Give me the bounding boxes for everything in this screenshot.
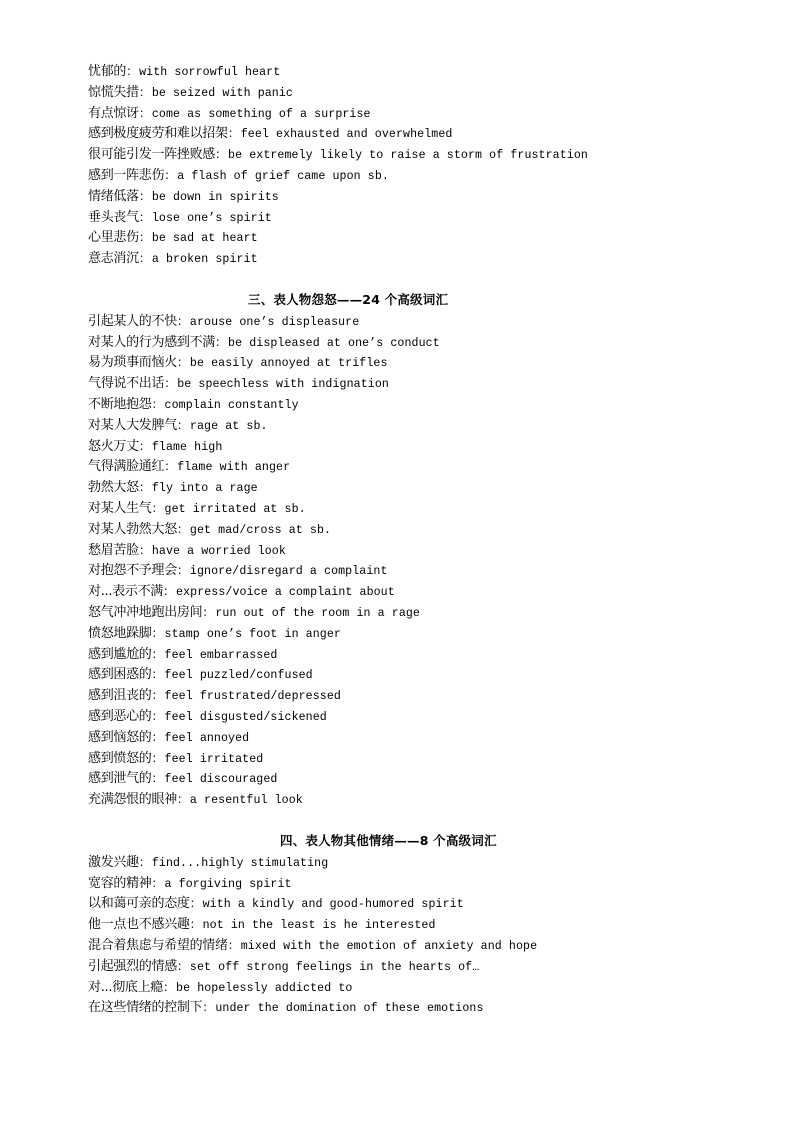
- separator: ：: [138, 438, 151, 453]
- separator: ：: [151, 396, 164, 411]
- english-phrase: a flash of grief came upon sb.: [177, 169, 389, 183]
- separator: ：: [151, 646, 164, 661]
- vocab-entry: [88, 332, 728, 353]
- chinese-term: 充满怨恨的眼神: [88, 792, 177, 808]
- english-phrase: feel embarrassed: [164, 648, 278, 662]
- vocab-entry: [88, 144, 728, 165]
- vocab-entry: [88, 394, 728, 415]
- chinese-term: 在这些情绪的控制下: [88, 1000, 203, 1016]
- english-phrase: with a kindly and good-humored spirit: [202, 898, 464, 912]
- vocab-entry: [88, 186, 728, 207]
- chinese-term: 宽容的精神: [88, 875, 152, 891]
- separator: ：: [151, 500, 164, 515]
- vocab-entry: [88, 748, 728, 769]
- vocab-entry: [88, 581, 728, 602]
- separator: ：: [163, 979, 176, 994]
- separator: ：: [138, 105, 151, 120]
- english-phrase: flame with anger: [177, 461, 291, 475]
- vocab-entry: [88, 477, 728, 498]
- vocab-entry: [88, 685, 728, 706]
- chinese-term: 气得满脸通红: [88, 459, 165, 475]
- vocab-entry: [88, 644, 728, 665]
- separator: ：: [176, 417, 189, 432]
- vocab-entry: [88, 893, 728, 914]
- chinese-term: 垂头丧气: [88, 209, 139, 225]
- vocab-entry: [88, 498, 728, 519]
- separator: ：: [189, 917, 202, 932]
- english-phrase: be seized with panic: [151, 86, 293, 100]
- chinese-term: 对某人生气: [88, 500, 152, 516]
- separator: ：: [163, 584, 176, 599]
- chinese-term: 愁眉苦脸: [88, 542, 139, 558]
- english-phrase: be sad at heart: [151, 232, 258, 246]
- english-phrase: be down in spirits: [151, 190, 279, 204]
- separator: ：: [138, 230, 151, 245]
- chinese-term: 勃然大怒: [88, 480, 139, 496]
- english-phrase: be displeased at one’s conduct: [228, 336, 440, 350]
- english-phrase: arouse one’s displeasure: [189, 315, 360, 329]
- vocab-entry: [88, 706, 728, 727]
- chinese-term: 气得说不出话: [88, 376, 165, 392]
- separator: ：: [138, 854, 151, 869]
- english-phrase: a resentful look: [189, 794, 303, 808]
- separator: ：: [202, 1000, 215, 1015]
- chinese-term: 对...表示不满: [88, 584, 163, 600]
- chinese-term: 对...彻底上瘾: [88, 979, 163, 995]
- vocab-entry: [88, 456, 728, 477]
- separator: ：: [138, 480, 151, 495]
- chinese-term: 意志消沉: [88, 251, 139, 267]
- vocab-entry: [88, 311, 728, 332]
- chinese-term: 情绪低落: [88, 188, 139, 204]
- vocab-entry: [88, 248, 728, 269]
- separator: ：: [138, 188, 151, 203]
- english-phrase: set off strong feelings in the hearts of…: [189, 960, 480, 974]
- vocab-entry: [88, 373, 728, 394]
- other-emotions-vocab-section: [88, 831, 728, 1018]
- english-phrase: be speechless with indignation: [177, 378, 389, 392]
- chinese-term: 有点惊讶: [88, 105, 139, 121]
- separator: ：: [138, 84, 151, 99]
- vocab-entry: [88, 61, 728, 82]
- vocab-entry: [88, 727, 728, 748]
- chinese-term: 惊慌失措: [88, 84, 139, 100]
- chinese-term: 不断地抱怨: [88, 396, 152, 412]
- chinese-term: 对某人的行为感到不满: [88, 334, 216, 350]
- vocab-entry: [88, 415, 728, 436]
- vocab-entry: [88, 540, 728, 561]
- separator: ：: [151, 625, 164, 640]
- chinese-term: 混合着焦虑与希望的情绪: [88, 937, 228, 953]
- english-phrase: complain constantly: [164, 398, 299, 412]
- english-phrase: be hopelessly addicted to: [176, 981, 353, 995]
- vocab-entry: [88, 227, 728, 248]
- separator: ：: [138, 542, 151, 557]
- separator: ：: [138, 209, 151, 224]
- section-heading: 三、表人物怨怒——24 个高级词汇: [248, 292, 449, 307]
- separator: ：: [164, 167, 177, 182]
- english-phrase: with sorrowful heart: [139, 66, 281, 79]
- vocab-entry: [88, 560, 728, 581]
- english-phrase: be extremely likely to raise a storm of frustration: [228, 149, 588, 163]
- chinese-term: 感到困惑的: [88, 667, 152, 683]
- section-heading-wrapper: [88, 290, 728, 311]
- english-phrase: lose one’s spirit: [151, 211, 272, 225]
- chinese-term: 他一点也不感兴趣: [88, 917, 190, 933]
- chinese-term: 感到愤怒的: [88, 750, 152, 766]
- english-phrase: flame high: [151, 440, 223, 454]
- anger-vocab-section: [88, 290, 728, 810]
- english-phrase: come as something of a surprise: [151, 107, 371, 121]
- chinese-term: 激发兴趣: [88, 854, 139, 870]
- separator: ：: [151, 708, 164, 723]
- chinese-term: 以和蔼可亲的态度: [88, 896, 190, 912]
- vocab-entry: [88, 82, 728, 103]
- separator: ：: [151, 729, 164, 744]
- chinese-term: 心里悲伤: [88, 230, 139, 246]
- english-phrase: mixed with the emotion of anxiety and hope: [240, 939, 538, 953]
- chinese-term: 易为琐事而恼火: [88, 355, 177, 371]
- separator: ：: [164, 459, 177, 474]
- english-phrase: get irritated at sb.: [164, 502, 306, 516]
- section-heading: 四、表人物其他情绪——8 个高级词汇: [280, 833, 497, 848]
- separator: ：: [151, 688, 164, 703]
- chinese-term: 引起强烈的情感: [88, 958, 177, 974]
- chinese-term: 怒气冲冲地跑出房间: [88, 604, 203, 620]
- vocab-entry: [88, 914, 728, 935]
- english-phrase: find...highly stimulating: [151, 856, 329, 870]
- english-phrase: feel discouraged: [164, 773, 278, 787]
- chinese-term: 忧郁的: [88, 64, 127, 79]
- chinese-term: 对抱怨不予理会: [88, 563, 177, 579]
- english-phrase: feel annoyed: [164, 731, 250, 745]
- vocab-entry: [88, 977, 728, 998]
- separator: ：: [176, 958, 189, 973]
- chinese-term: 对某人大发脾气: [88, 417, 177, 433]
- vocab-entry: [88, 103, 728, 124]
- separator: ：: [151, 750, 164, 765]
- vocab-entry: [88, 123, 728, 144]
- chinese-term: 很可能引发一阵挫败感: [88, 147, 216, 163]
- vocab-entry: [88, 852, 728, 873]
- vocab-entry: [88, 935, 728, 956]
- vocab-entry: [88, 436, 728, 457]
- vocab-entry: [88, 602, 728, 623]
- vocab-entry: [88, 664, 728, 685]
- english-phrase: under the domination of these emotions: [215, 1002, 484, 1016]
- english-phrase: rage at sb.: [189, 419, 268, 433]
- english-phrase: ignore/disregard a complaint: [189, 565, 388, 579]
- vocab-entry: [88, 519, 728, 540]
- section-heading-wrapper: [88, 831, 728, 852]
- english-phrase: run out of the room in a rage: [215, 606, 420, 620]
- english-phrase: feel frustrated/depressed: [164, 690, 341, 704]
- english-phrase: not in the least is he interested: [202, 919, 436, 933]
- separator: ：: [176, 355, 189, 370]
- separator: ：: [227, 126, 240, 141]
- english-phrase: a broken spirit: [151, 253, 258, 267]
- separator: ：: [176, 521, 189, 536]
- separator: ：: [151, 667, 164, 682]
- vocab-entry: [88, 623, 728, 644]
- chinese-term: 引起某人的不快: [88, 313, 177, 329]
- chinese-term: 愤怒地跺脚: [88, 625, 152, 641]
- english-phrase: a forgiving spirit: [164, 877, 292, 891]
- vocab-entry: [88, 768, 728, 789]
- separator: ：: [151, 771, 164, 786]
- vocab-entry: [88, 165, 728, 186]
- english-phrase: be easily annoyed at trifles: [189, 357, 388, 371]
- english-phrase: express/voice a complaint about: [176, 586, 395, 600]
- chinese-term: 感到一阵悲伤: [88, 167, 165, 183]
- vocab-entry: [88, 789, 728, 810]
- separator: ：: [202, 604, 215, 619]
- separator: ：: [215, 334, 228, 349]
- english-phrase: feel irritated: [164, 752, 264, 766]
- separator: ：: [176, 563, 189, 578]
- chinese-term: 感到泄气的: [88, 771, 152, 787]
- separator: ：: [138, 251, 151, 266]
- vocab-entry: [88, 956, 728, 977]
- chinese-term: 感到恼怒的: [88, 729, 152, 745]
- separator: ：: [176, 313, 189, 328]
- vocab-entry: [88, 352, 728, 373]
- sadness-vocab-list: [88, 61, 728, 269]
- chinese-term: 怒火万丈: [88, 438, 139, 454]
- english-phrase: stamp one’s foot in anger: [164, 627, 341, 641]
- english-phrase: have a worried look: [151, 544, 286, 558]
- english-phrase: fly into a rage: [151, 482, 258, 496]
- english-phrase: feel exhausted and overwhelmed: [240, 128, 453, 142]
- english-phrase: feel disgusted/sickened: [164, 710, 327, 724]
- separator: ：: [189, 896, 202, 911]
- separator: ：: [151, 875, 164, 890]
- english-phrase: get mad/cross at sb.: [189, 523, 332, 537]
- chinese-term: 对某人勃然大怒: [88, 521, 177, 537]
- chinese-term: 感到尴尬的: [88, 646, 152, 662]
- vocab-entry: [88, 207, 728, 228]
- vocab-entry: [88, 997, 728, 1018]
- separator: ：: [215, 147, 228, 162]
- separator: ：: [126, 64, 139, 78]
- chinese-term: 感到沮丧的: [88, 688, 152, 704]
- vocab-entry: [88, 873, 728, 894]
- separator: ：: [164, 376, 177, 391]
- separator: ：: [227, 937, 240, 952]
- chinese-term: 感到极度疲劳和难以招架: [88, 126, 228, 142]
- english-phrase: feel puzzled/confused: [164, 669, 313, 683]
- chinese-term: 感到恶心的: [88, 708, 152, 724]
- separator: ：: [176, 792, 189, 807]
